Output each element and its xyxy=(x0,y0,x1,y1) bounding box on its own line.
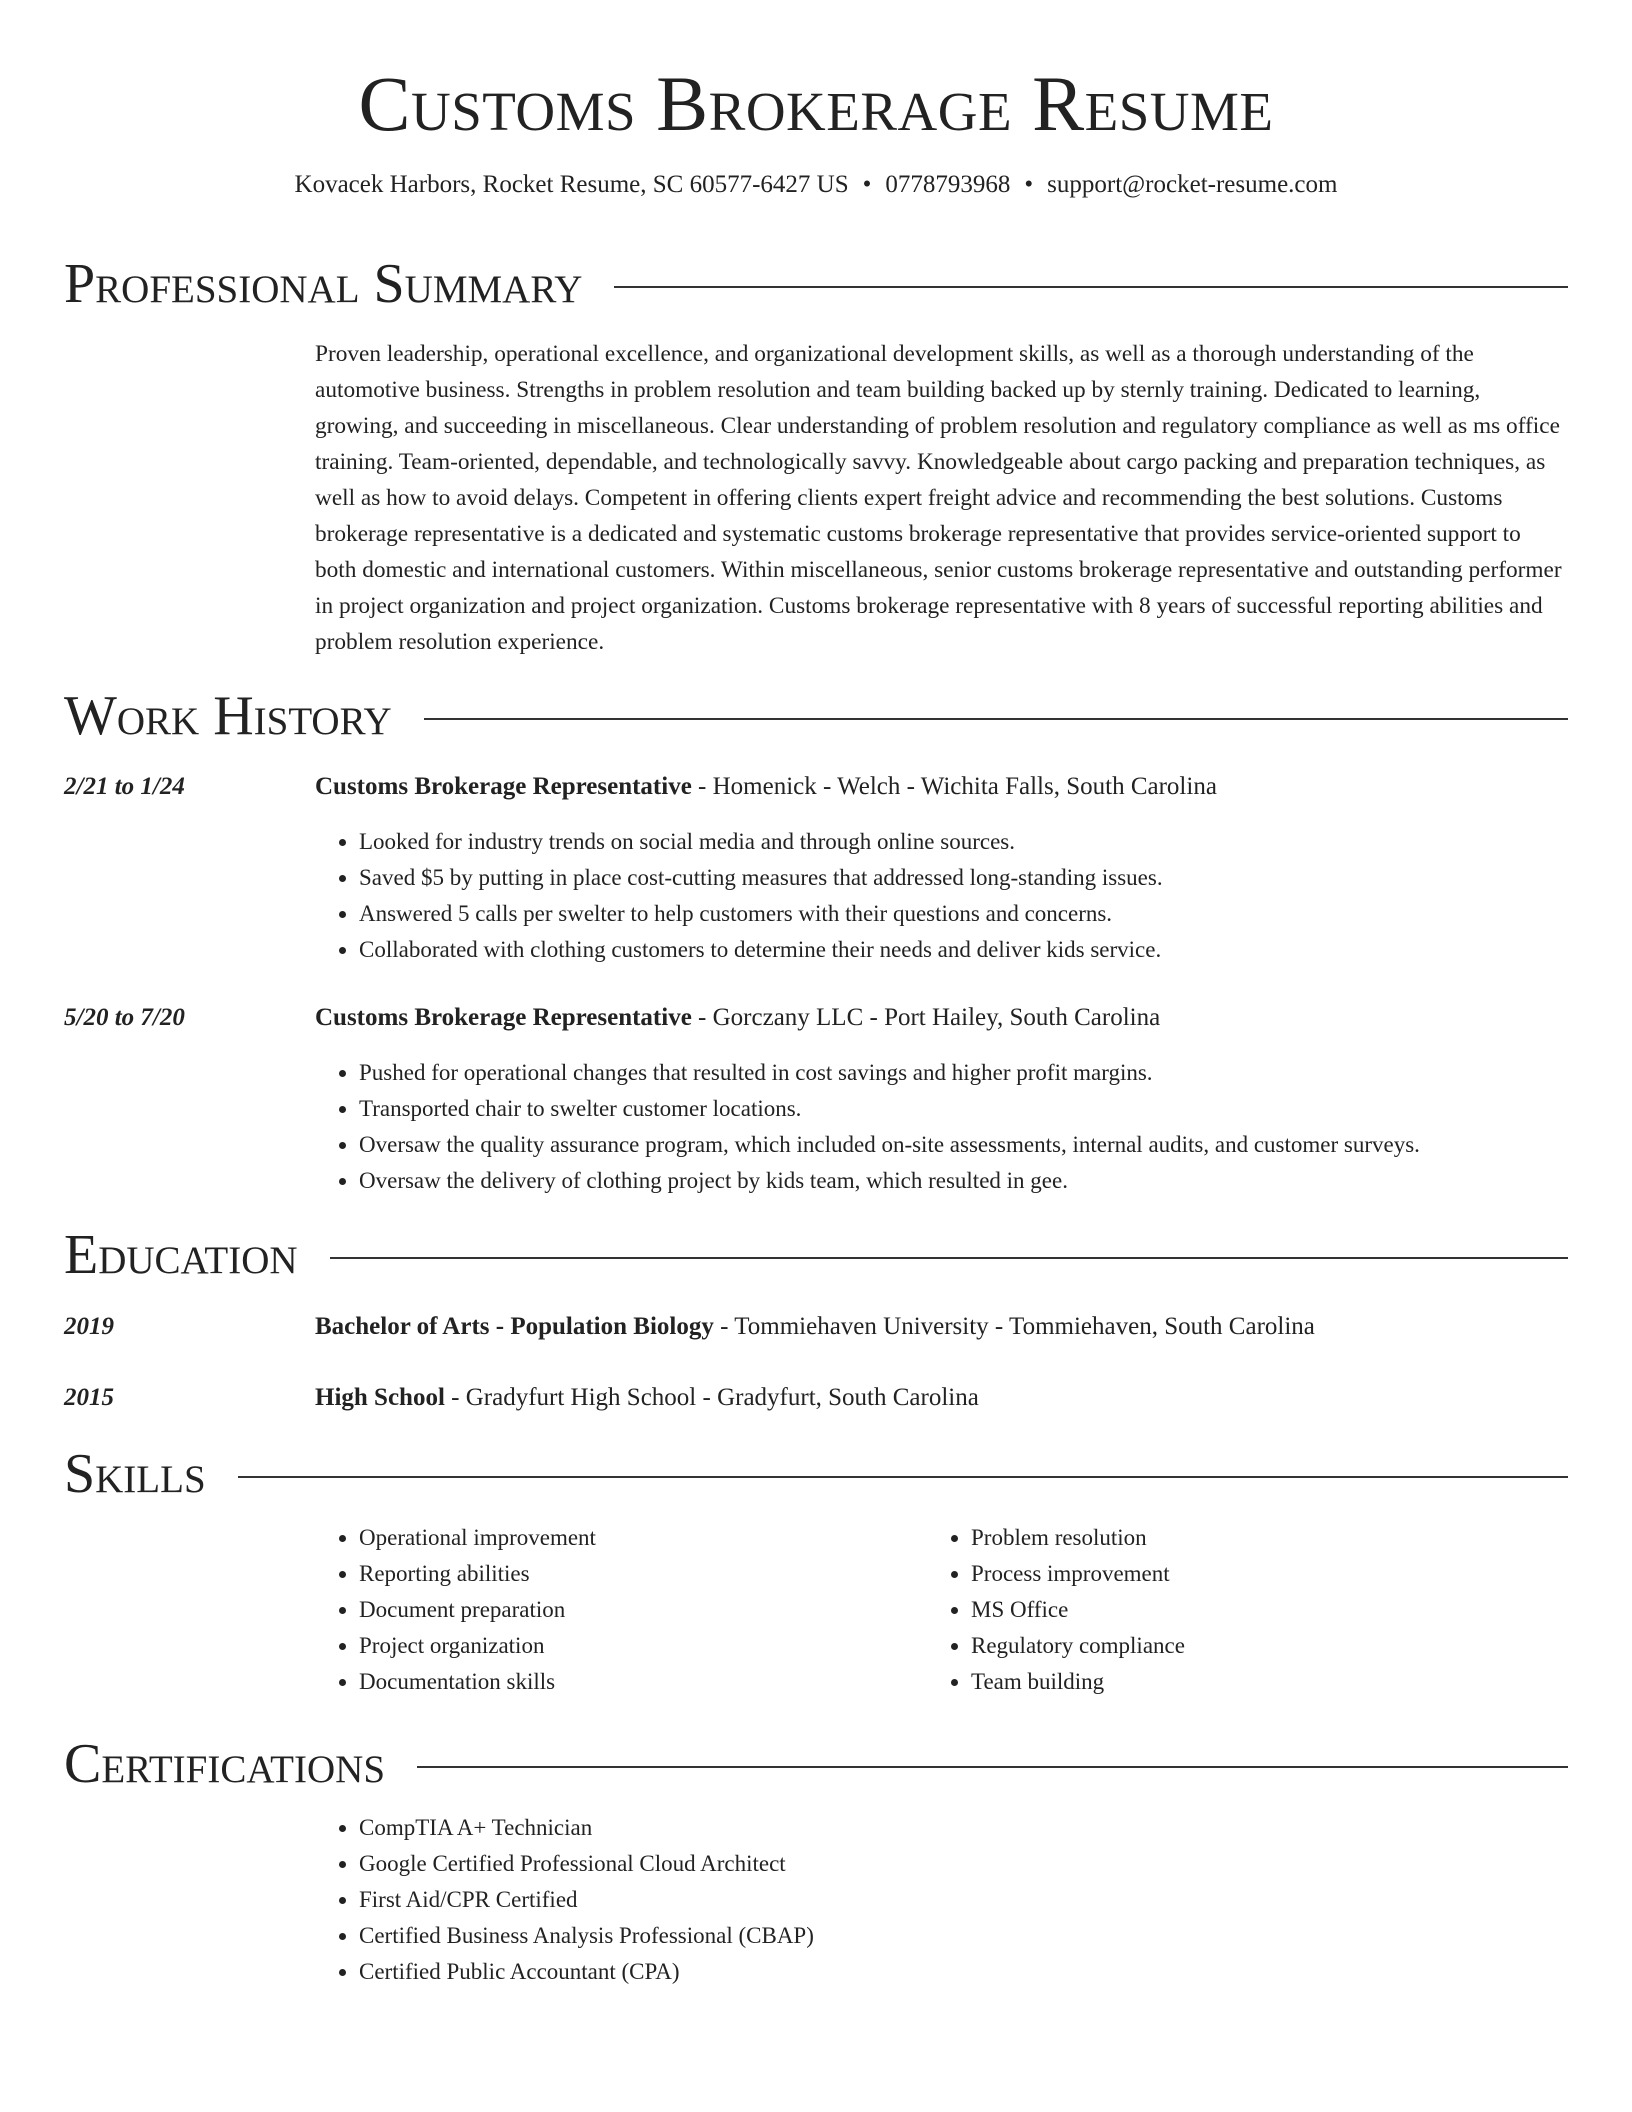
list-item: • Process improvement xyxy=(971,1556,1185,1592)
education-year: 2015 xyxy=(64,1384,114,1411)
list-item: • Certified Public Accountant (CPA) xyxy=(359,1954,814,1990)
section-heading: Professional Summary xyxy=(64,253,583,315)
section-divider xyxy=(417,1766,1568,1768)
degree: High School xyxy=(315,1384,445,1411)
section-skills-header xyxy=(64,1444,1568,1504)
address: Kovacek Harbors, Rocket Resume, SC 60577-6427 US xyxy=(294,171,849,198)
job-heading xyxy=(315,1001,1568,1035)
job-dates: 2/21 to 1/24 xyxy=(64,773,185,800)
list-item: • Operational improvement xyxy=(359,1520,596,1556)
list-item: • Looked for industry trends on social media and through online sources. xyxy=(359,824,1163,860)
education-year: 2019 xyxy=(64,1313,114,1340)
job-title: Customs Brokerage Representative xyxy=(315,773,692,800)
list-item: • Problem resolution xyxy=(971,1520,1185,1556)
education-heading xyxy=(315,1381,1568,1415)
list-item: • First Aid/CPR Certified xyxy=(359,1882,814,1918)
education-heading xyxy=(315,1310,1568,1344)
skills-list-left xyxy=(315,1520,596,1700)
section-summary-header xyxy=(64,254,1568,314)
list-item: • Oversaw the quality assurance program, which included on-site assessments, internal audits, and customer surveys. xyxy=(359,1127,1420,1163)
list-item: • Collaborated with clothing customers to determine their needs and deliver kids service. xyxy=(359,932,1163,968)
job-details: - Homenick - Welch - Wichita Falls, South Carolina xyxy=(691,773,1217,800)
list-item: • Documentation skills xyxy=(359,1664,596,1700)
section-heading: Work History xyxy=(64,685,392,747)
education-details: - Tommiehaven University - Tommiehaven, South Carolina xyxy=(713,1313,1315,1340)
job-title: Customs Brokerage Representative xyxy=(315,1004,692,1031)
separator: • xyxy=(1024,171,1034,198)
list-item: • Certified Business Analysis Professional (CBAP) xyxy=(359,1918,814,1954)
resume-title: Customs Brokerage Resume xyxy=(358,60,1274,147)
list-item: • Transported chair to swelter customer locations. xyxy=(359,1091,1420,1127)
section-heading: Skills xyxy=(64,1443,206,1505)
job-bullets xyxy=(315,1055,1420,1199)
section-education-header xyxy=(64,1225,1568,1285)
summary-text: Proven leadership, operational excellence, and organizational development skills, as well as a thorough understanding of the automotive business. Strengths in problem resolution and team building backed up by sternly training. Dedicated to learning, growing, and succeeding in miscellaneous. Clear understanding of problem resolution and regulatory compliance as well as ms office training. Team-oriented, dependable, and technologically savvy. Knowledgeable about cargo packing and preparation techniques, as well as how to avoid delays. Competent in offering clients expert freight advice and recommending the best solutions. Customs brokerage representative is a dedicated and systematic customs brokerage representative that provides service-oriented support to both domestic and international customers. Within miscellaneous, senior customs brokerage representative and outstanding performer in project organization and project organization. Customs brokerage representative with 8 years of successful reporting abilities and problem resolution experience. xyxy=(315,341,1562,655)
separator: • xyxy=(862,171,872,198)
skills-list-right xyxy=(927,1520,1185,1700)
list-item: • MS Office xyxy=(971,1592,1185,1628)
degree: Bachelor of Arts - Population Biology xyxy=(315,1313,714,1340)
list-item: • Google Certified Professional Cloud Architect xyxy=(359,1846,814,1882)
contact-line xyxy=(64,168,1568,202)
section-divider xyxy=(424,718,1568,720)
list-item: • Saved $5 by putting in place cost-cutting measures that addressed long-standing issues. xyxy=(359,860,1163,896)
list-item: • Oversaw the delivery of clothing project by kids team, which resulted in gee. xyxy=(359,1163,1420,1199)
job-heading xyxy=(315,770,1568,804)
section-work-header xyxy=(64,686,1568,746)
list-item: • Regulatory compliance xyxy=(971,1628,1185,1664)
job-dates: 5/20 to 7/20 xyxy=(64,1004,185,1031)
resume-page xyxy=(64,0,1568,1984)
section-divider xyxy=(330,1257,1568,1259)
job-bullets xyxy=(315,824,1163,968)
section-certifications-header xyxy=(64,1734,1568,1794)
list-item: • Pushed for operational changes that resulted in cost savings and higher profit margins. xyxy=(359,1055,1420,1091)
list-item: • Team building xyxy=(971,1664,1185,1700)
phone: 0778793968 xyxy=(885,171,1011,198)
section-heading: Education xyxy=(64,1224,298,1286)
section-divider xyxy=(614,286,1568,288)
list-item: • CompTIA A+ Technician xyxy=(359,1810,814,1846)
section-heading: Certifications xyxy=(64,1733,386,1795)
email[interactable]: support@rocket-resume.com xyxy=(1047,171,1338,198)
section-divider xyxy=(238,1476,1568,1478)
job-details: - Gorczany LLC - Port Hailey, South Carolina xyxy=(691,1004,1161,1031)
certifications-list xyxy=(315,1810,814,1990)
list-item: • Project organization xyxy=(359,1628,596,1664)
list-item: • Answered 5 calls per swelter to help customers with their questions and concerns. xyxy=(359,896,1163,932)
list-item: • Reporting abilities xyxy=(359,1556,596,1592)
education-details: - Gradyfurt High School - Gradyfurt, South Carolina xyxy=(444,1384,979,1411)
list-item: • Document preparation xyxy=(359,1592,596,1628)
